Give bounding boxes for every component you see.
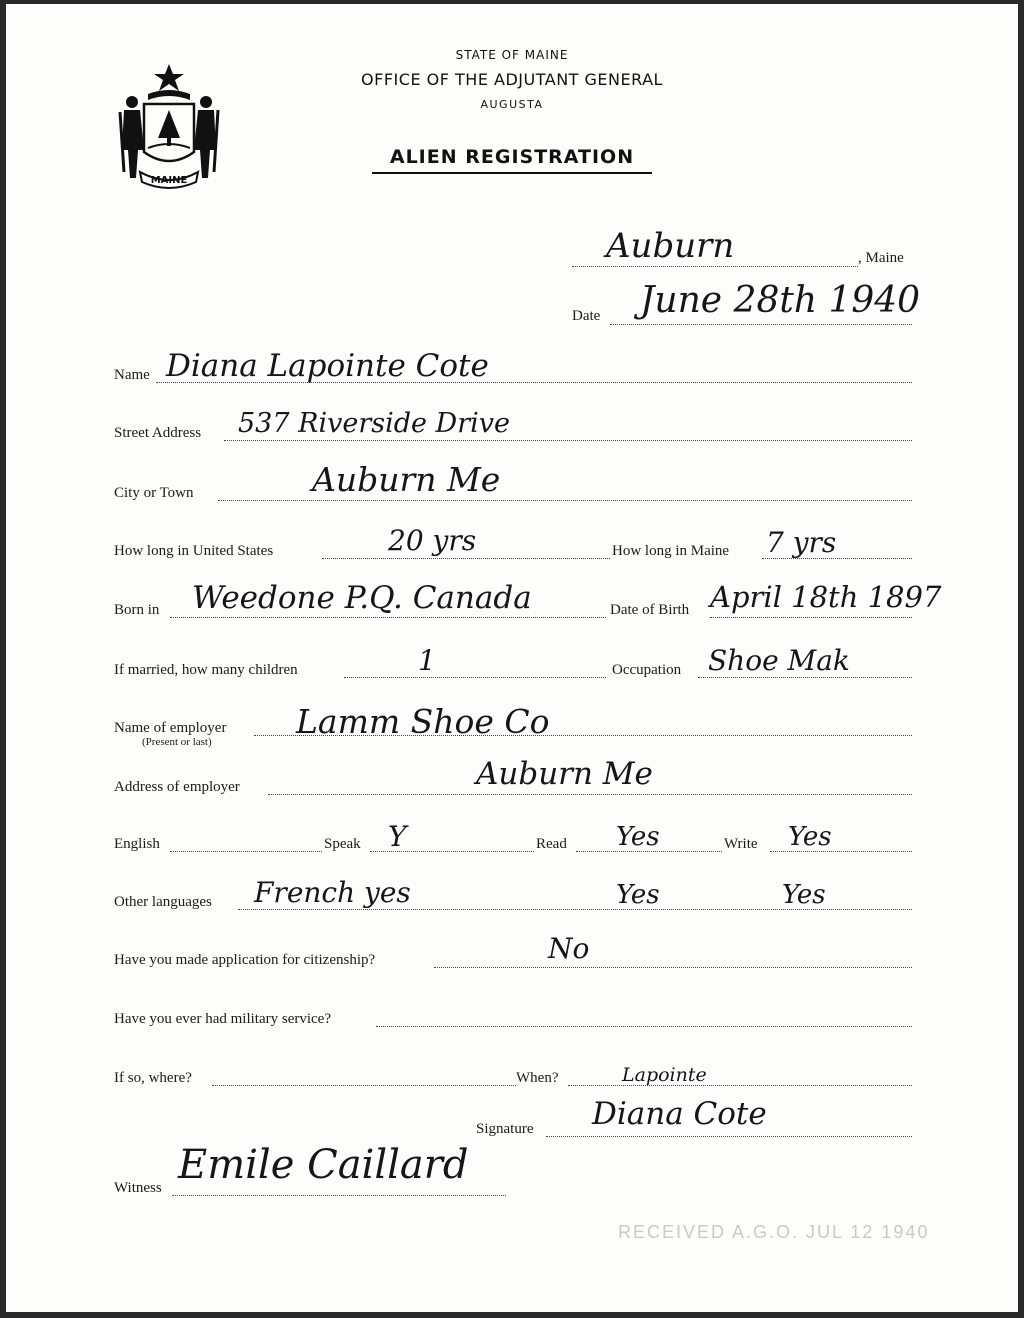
english-speak-value: Y bbox=[388, 820, 407, 853]
english-label: English bbox=[114, 836, 160, 852]
employer-sublabel: (Present or last) bbox=[142, 736, 212, 748]
english-read-value: Yes bbox=[616, 822, 660, 852]
city-label: City or Town bbox=[114, 485, 194, 501]
where-label: If so, where? bbox=[114, 1070, 192, 1086]
children-line bbox=[344, 677, 606, 678]
signature-line bbox=[546, 1136, 912, 1137]
date-label: Date bbox=[572, 308, 601, 324]
street-value: 537 Riverside Drive bbox=[238, 408, 510, 439]
employer-value: Lamm Shoe Co bbox=[296, 702, 550, 741]
citizenship-line bbox=[434, 967, 912, 968]
how-long-maine-value: 7 yrs bbox=[766, 526, 837, 559]
form-page bbox=[6, 4, 1018, 1312]
occupation-line bbox=[698, 677, 912, 678]
children-value: 1 bbox=[418, 644, 436, 677]
other-write-value: Yes bbox=[782, 880, 826, 910]
name-value: Diana Lapointe Cote bbox=[166, 348, 489, 384]
when-label: When? bbox=[516, 1070, 559, 1086]
speak-label: Speak bbox=[324, 836, 361, 852]
children-label: If married, how many children bbox=[114, 662, 298, 678]
signature-label: Signature bbox=[476, 1121, 534, 1137]
witness-value: Emile Caillard bbox=[178, 1142, 469, 1188]
born-in-label: Born in bbox=[114, 602, 160, 618]
how-long-maine-label: How long in Maine bbox=[612, 543, 730, 559]
seal-label: MAINE bbox=[150, 175, 188, 186]
street-label: Street Address bbox=[114, 425, 202, 441]
maine-label: , Maine bbox=[858, 250, 904, 266]
when-line bbox=[568, 1085, 912, 1086]
dob-value: April 18th 1897 bbox=[710, 580, 942, 614]
where-line bbox=[212, 1085, 516, 1086]
how-long-us-value: 20 yrs bbox=[388, 524, 477, 557]
write-label: Write bbox=[724, 836, 758, 852]
town-line bbox=[572, 266, 858, 267]
city-heading: AUGUSTA bbox=[480, 98, 544, 111]
other-languages-label: Other languages bbox=[114, 894, 212, 910]
how-long-us-label: How long in United States bbox=[114, 543, 274, 559]
employer-address-label: Address of employer bbox=[114, 779, 240, 795]
city-value: Auburn Me bbox=[312, 460, 501, 499]
state-heading: STATE OF MAINE bbox=[455, 48, 569, 62]
dob-label: Date of Birth bbox=[610, 602, 690, 618]
dob-line bbox=[710, 617, 912, 618]
citizenship-label: Have you made application for citizenship? bbox=[114, 952, 376, 968]
employer-address-value: Auburn Me bbox=[476, 756, 653, 792]
other-read-value: Yes bbox=[616, 880, 660, 910]
signature-value: Diana Cote bbox=[592, 1096, 767, 1132]
title-underline bbox=[372, 172, 652, 174]
how-long-us-line bbox=[322, 558, 610, 559]
english-write-value: Yes bbox=[788, 822, 832, 852]
english-line bbox=[170, 851, 322, 852]
town-value: Auburn bbox=[606, 226, 735, 266]
city-line bbox=[218, 500, 912, 501]
date-value: June 28th 1940 bbox=[640, 280, 921, 321]
witness-label: Witness bbox=[114, 1180, 162, 1196]
read-label: Read bbox=[536, 836, 567, 852]
occupation-value: Shoe Mak bbox=[708, 644, 850, 677]
received-stamp: RECEIVED A.G.O. JUL 12 1940 bbox=[618, 1222, 930, 1242]
witness-line bbox=[172, 1195, 506, 1196]
form-title: ALIEN REGISTRATION bbox=[389, 146, 635, 168]
citizenship-value: No bbox=[548, 932, 590, 965]
employer-address-line bbox=[268, 794, 912, 795]
born-in-value: Weedone P.Q. Canada bbox=[192, 580, 532, 616]
occupation-label: Occupation bbox=[612, 662, 682, 678]
office-heading: OFFICE OF THE ADJUTANT GENERAL bbox=[361, 70, 663, 89]
military-line bbox=[376, 1026, 912, 1027]
employer-label: Name of employer bbox=[114, 720, 227, 736]
date-line bbox=[610, 324, 912, 325]
name-label: Name bbox=[114, 367, 150, 383]
other-languages-value: French yes bbox=[254, 876, 411, 909]
signature-top-value: Lapointe bbox=[622, 1064, 707, 1086]
born-in-line bbox=[170, 617, 606, 618]
military-label: Have you ever had military service? bbox=[114, 1011, 331, 1027]
street-line bbox=[224, 440, 912, 441]
